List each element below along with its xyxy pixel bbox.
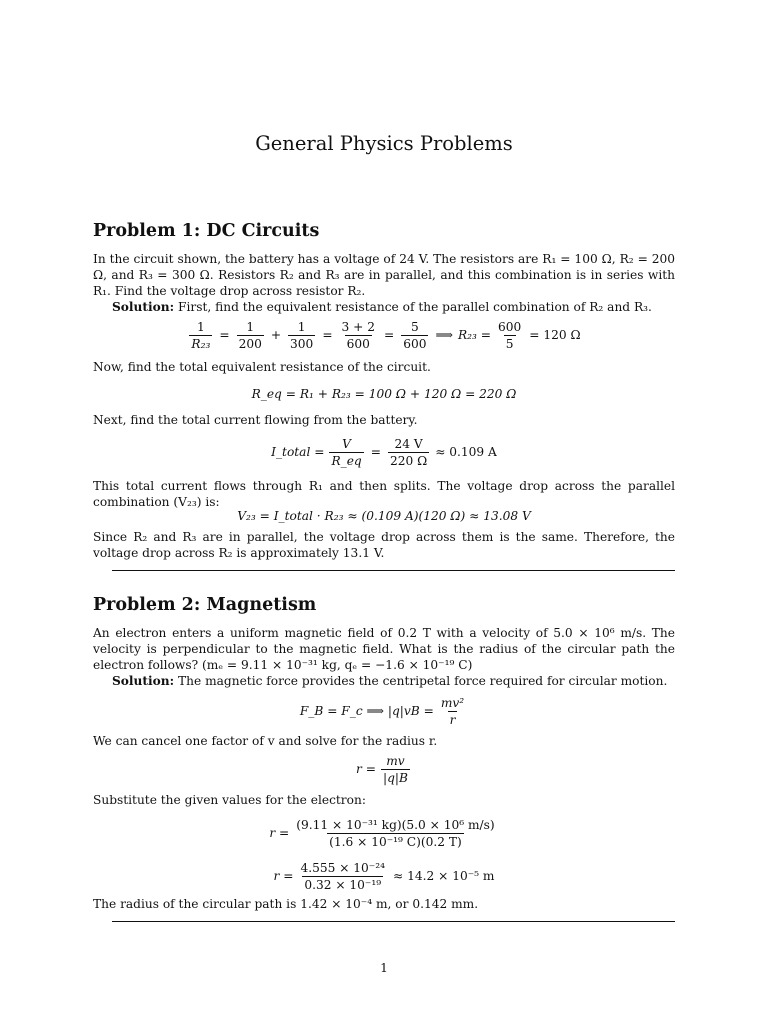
equation-parallel-resistance: $\frac{1}{\text{R₂₃}}$ = $\frac{1}{200}$ + $\frac{1}{300}$ = $\frac{3 + 2}{600}$ = $\frac{5}{600}$ ⟹ R₂₃ = $\frac{600}{5}$ = 120 Ω — [191, 319, 581, 351]
equation-radius-formula: r = $\frac{mv}{|q|B}$ — [356, 753, 408, 785]
fraction: $\frac{1}{\text{R₂₃}}$ — [191, 319, 211, 351]
equation-substitution: r = $\frac{\text{(9.11 × 10⁻³¹ kg)(5.0 × 10⁶ m/s)}}{\text{(1.6 × 10⁻¹⁹ C)(0.2 T)}}$ — [269, 817, 495, 849]
fraction: $\frac{mv}{|q|B}$ — [382, 753, 408, 785]
solution-label: Solution: — [112, 674, 175, 688]
problem-1-heading: Problem 1: DC Circuits — [93, 221, 320, 241]
problem-1-conclusion-block — [93, 529, 675, 561]
solution-intro-text: First, find the equivalent resistance of the parallel combination of R₂ and R₃. — [178, 300, 652, 314]
fraction: $\frac{\text{(9.11 × 10⁻³¹ kg)(5.0 × 10⁶ m/s)}}{\text{(1.6 × 10⁻¹⁹ C)(0.2 T)}}$ — [296, 817, 495, 849]
fraction: $\frac{5}{600}$ — [403, 319, 427, 351]
fraction: $\frac{3 + 2}{600}$ — [341, 319, 375, 351]
problem-2-text-3-block — [93, 792, 675, 808]
problem-1-text-4: This total current flows through R₁ and then splits. The voltage drop across the parallel combination (V₂₃) is: — [93, 479, 675, 509]
problem-1-statement: In the circuit shown, the battery has a voltage of 24 V. The resistors are R₁ = 100 Ω, R₂ = 200 Ω, and R₃ = 300 Ω. Resistors R₂ and R₃ are in parallel, and this combination is in series with R₁. Find the voltage drop across resistor R₂. — [93, 252, 675, 298]
problem-2-statement: An electron enters a uniform magnetic field of 0.2 T with a velocity of 5.0 × 10⁶ m/s. The velocity is perpendicular to the magnetic field. What is the radius of the circular path the electron follows? (mₑ = 9.11 × 10⁻³¹ kg, qₑ = −1.6 × 10⁻¹⁹ C) — [93, 626, 675, 672]
problem-2-conclusion: The radius of the circular path is 1.42 × 10⁻⁴ m, or 0.142 mm. — [93, 897, 479, 911]
problem-1-solution-intro — [93, 299, 675, 315]
problem-1-text-3-block — [93, 412, 675, 428]
problem-2-text-2: We can cancel one factor of v and solve for the radius r. — [93, 734, 438, 748]
problem-1-text-3: Next, find the total current flowing from the battery. — [93, 413, 418, 427]
problem-2-text-2-block — [93, 733, 675, 749]
problem-2-statement-block — [93, 625, 675, 689]
fraction: $\frac{\text{mv²}}{r}$ — [440, 695, 465, 727]
problem-1-text-2-block — [93, 359, 675, 375]
fraction: $\frac{1}{200}$ — [238, 319, 262, 351]
problem-2-solution-intro — [93, 673, 675, 689]
equation-radius-result: r = $\frac{\text{4.555 × 10⁻²⁴}}{\text{0.32 × 10⁻¹⁹}}$ ≈ 14.2 × 10⁻⁵ m — [273, 860, 495, 892]
section-divider — [112, 570, 675, 571]
problem-1-text-4-block — [93, 478, 675, 510]
fraction: $\frac{24 V}{220 \Omega}$ — [389, 436, 428, 468]
equation-total-current: I_total = $\frac{V}{R\_eq}$ = $\frac{24 V}{220 \Omega}$ ≈ 0.109 A — [271, 436, 497, 468]
section-divider — [112, 921, 675, 922]
fraction: $\frac{V}{R\_eq}$ — [331, 436, 362, 468]
problem-2-conclusion-block — [93, 896, 675, 912]
fraction: $\frac{\text{4.555 × 10⁻²⁴}}{\text{0.32 × 10⁻¹⁹}}$ — [300, 860, 386, 892]
problem-1-text-2: Now, find the total equivalent resistance of the circuit. — [93, 360, 431, 374]
problem-2-heading-block — [93, 594, 675, 616]
solution-intro-text: The magnetic force provides the centripetal force required for circular motion. — [178, 674, 668, 688]
problem-1-heading-block — [93, 220, 675, 242]
problem-1-conclusion: Since R₂ and R₃ are in parallel, the voltage drop across them is the same. Therefore, the voltage drop across R₂ is approximately 13.1 V. — [93, 530, 675, 560]
problem-2-heading: Problem 2: Magnetism — [93, 595, 317, 615]
equation-total-resistance: R_eq = R₁ + R₂₃ = 100 Ω + 120 Ω = 220 Ω — [251, 387, 517, 401]
equation-parallel-voltage: V₂₃ = I_total · R₂₃ ≈ (0.109 A)(120 Ω) ≈ 13.08 V — [237, 509, 531, 523]
problem-2-text-3: Substitute the given values for the electron: — [93, 793, 366, 807]
equation-force-balance: F_B = F_c ⟹ |q|vB = $\frac{\text{mv²}}{r}$ — [299, 695, 465, 727]
problem-1-statement-block — [93, 251, 675, 315]
document-title: General Physics Problems — [255, 132, 513, 155]
fraction: $\frac{600}{5}$ — [498, 319, 522, 351]
solution-label: Solution: — [112, 300, 175, 314]
fraction: $\frac{1}{300}$ — [290, 319, 314, 351]
page-number: 1 — [380, 961, 388, 975]
